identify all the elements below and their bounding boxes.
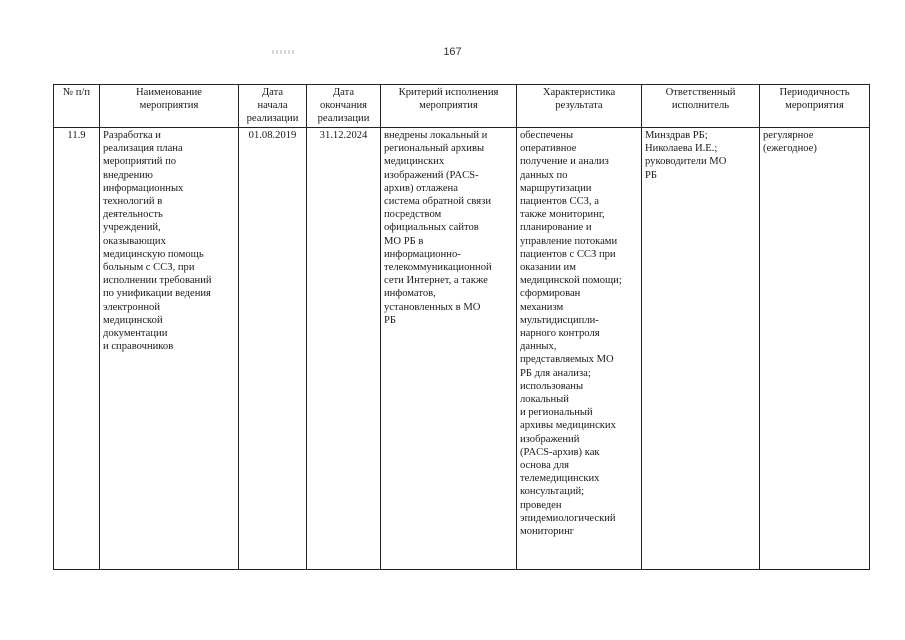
row-periodicity: регулярное (ежегодное) [760, 128, 870, 570]
header-periodicity: Периодичность мероприятия [760, 85, 870, 128]
row-criterion: внедрены локальный и региональный архивы медицинских изображений (PACS- архив) отлажена система обратной связи посредством официальных сайтов МО РБ в информационно- телекоммуникационной сети Интернет, а также инфоматов, установленных в МО РБ [381, 128, 517, 570]
scan-artifact [272, 50, 294, 54]
measures-table [53, 84, 870, 570]
row-start-date: 01.08.2019 [239, 128, 307, 570]
header-end-date: Дата окончания реализации [307, 85, 381, 128]
header-start-date: Дата начала реализации [239, 85, 307, 128]
table-header-row [54, 85, 870, 128]
header-criterion: Критерий исполнения мероприятия [381, 85, 517, 128]
table-row [54, 128, 870, 570]
row-name: Разработка и реализация плана мероприятий по внедрению информационных технологий в деятельность учреждений, оказывающих медицинскую помощь больным с ССЗ, при исполнении требований по унификации ведения электронной медицинской документации и справочников [100, 128, 239, 570]
row-end-date: 31.12.2024 [307, 128, 381, 570]
header-number: № п/п [54, 85, 100, 128]
header-responsible: Ответственный исполнитель [642, 85, 760, 128]
header-name: Наименование мероприятия [100, 85, 239, 128]
header-result: Характеристика результата [517, 85, 642, 128]
row-result: обеспечены оперативное получение и анализ данных по маршрутизации пациентов ССЗ, а также мониторинг, планирование и управление потоками пациентов с ССЗ при оказании им медицинской помощи; сформирован механизм мультидисципли- нарного контроля данных, представляемых МО РБ для анализа; использованы локальный и региональный архивы медицинских изображений (PACS-архив) как основа для телемедицинских консультаций; проведен эпидемиологический мониторинг [517, 128, 642, 570]
row-number: 11.9 [54, 128, 100, 570]
page-number: 167 [443, 46, 462, 58]
row-responsible: Минздрав РБ; Николаева И.Е.; руководители МО РБ [642, 128, 760, 570]
